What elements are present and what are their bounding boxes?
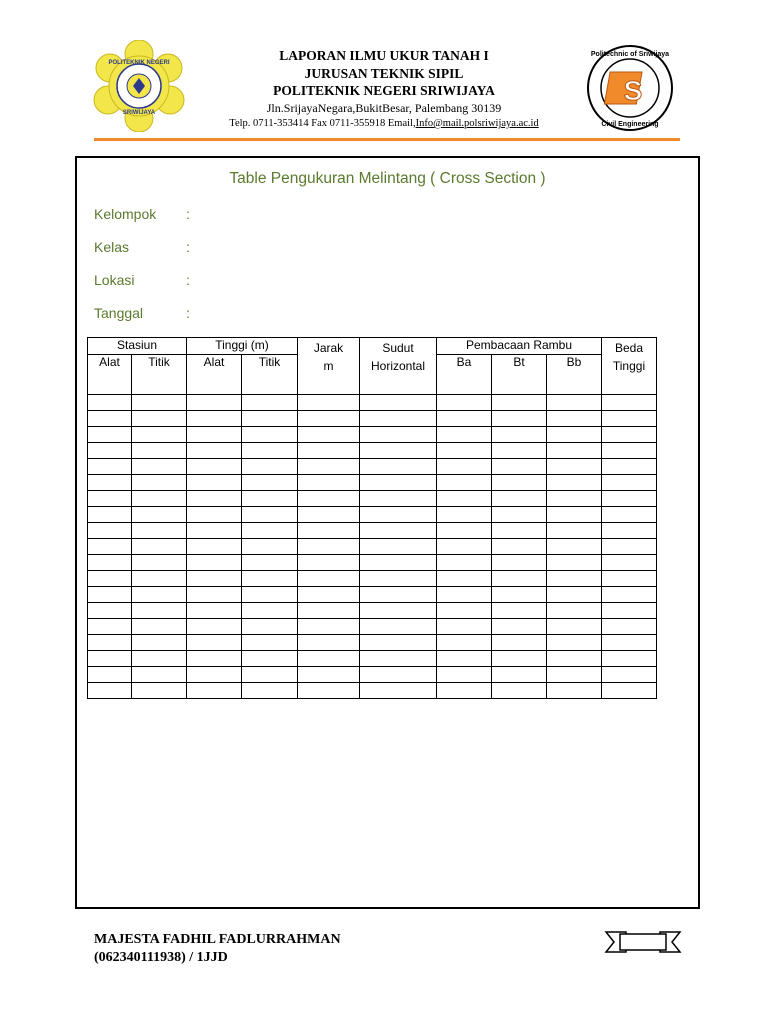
header-beda: [602, 338, 657, 395]
table-cell[interactable]: [437, 667, 492, 683]
footer-student-id: (062340111938) / 1JJD: [94, 950, 228, 965]
header-jarak-line2: m: [323, 359, 334, 373]
table-cell[interactable]: [547, 507, 602, 523]
table-cell[interactable]: [492, 555, 547, 571]
header-contact: [0, 118, 768, 129]
table-cell[interactable]: [298, 587, 360, 603]
logo-ring-top: Politechnic of Sriwijaya: [590, 51, 670, 58]
table-cell[interactable]: [547, 667, 602, 683]
table-cell[interactable]: [298, 507, 360, 523]
table-cell[interactable]: [602, 635, 657, 651]
table-row: [88, 443, 657, 459]
seal-text-bottom: SRIWIJAYA: [122, 110, 156, 116]
table-cell[interactable]: [298, 667, 360, 683]
table-cell[interactable]: [298, 539, 360, 555]
table-cell[interactable]: [132, 651, 187, 667]
table-row: [88, 411, 657, 427]
table-cell[interactable]: [437, 443, 492, 459]
table-cell[interactable]: [360, 491, 437, 507]
table-cell[interactable]: [602, 395, 657, 411]
header-stasiun-titik: Titik: [132, 355, 187, 395]
table-cell[interactable]: [132, 523, 187, 539]
table-cell[interactable]: [437, 491, 492, 507]
table-cell[interactable]: [132, 443, 187, 459]
table-cell[interactable]: [547, 635, 602, 651]
table-cell[interactable]: [132, 539, 187, 555]
table-cell[interactable]: [547, 683, 602, 699]
table-cell[interactable]: [187, 683, 242, 699]
header-address: Jln.SrijayaNegara,BukitBesar, Palembang 30139: [266, 101, 502, 115]
table-cell[interactable]: [360, 667, 437, 683]
table-cell[interactable]: [547, 475, 602, 491]
table-cell[interactable]: [242, 667, 298, 683]
table-cell[interactable]: [547, 555, 602, 571]
field-label-kelompok: Kelompok: [94, 206, 157, 222]
table-cell[interactable]: [437, 603, 492, 619]
table-cell[interactable]: [242, 443, 298, 459]
table-cell[interactable]: [88, 459, 132, 475]
table-cell[interactable]: [132, 507, 187, 523]
table-cell[interactable]: [492, 459, 547, 475]
logo-letter: S: [623, 75, 643, 106]
table-cell[interactable]: [187, 667, 242, 683]
header-ba: Ba: [437, 355, 492, 395]
table-cell[interactable]: [88, 571, 132, 587]
seal-text-top: POLITEKNIK NEGERI: [108, 60, 170, 66]
table-cell[interactable]: [242, 395, 298, 411]
table-cell[interactable]: [602, 507, 657, 523]
table-cell[interactable]: [602, 555, 657, 571]
table-cell[interactable]: [88, 667, 132, 683]
table-cell[interactable]: [132, 427, 187, 443]
table-cell[interactable]: [492, 683, 547, 699]
table-cell[interactable]: [88, 587, 132, 603]
table-cell[interactable]: [360, 651, 437, 667]
table-cell[interactable]: [298, 635, 360, 651]
table-cell[interactable]: [437, 555, 492, 571]
table-cell[interactable]: [547, 491, 602, 507]
header-department: JURUSAN TEKNIK SIPIL: [304, 66, 464, 81]
table-cell[interactable]: [437, 635, 492, 651]
table-cell[interactable]: [360, 635, 437, 651]
table-cell[interactable]: [242, 619, 298, 635]
header-contact-text: Telp. 0711-353414 Fax 0711-355918 Email,: [229, 118, 416, 129]
table-cell[interactable]: [602, 491, 657, 507]
table-cell[interactable]: [602, 587, 657, 603]
table-cell[interactable]: [88, 635, 132, 651]
table-cell[interactable]: [132, 619, 187, 635]
header-title: LAPORAN ILMU UKUR TANAH I: [279, 48, 489, 63]
header-tinggi-alat: Alat: [187, 355, 242, 395]
table-cell[interactable]: [132, 667, 187, 683]
table-cell[interactable]: [88, 603, 132, 619]
header-jarak: [298, 338, 360, 395]
table-cell[interactable]: [492, 475, 547, 491]
table-cell[interactable]: [602, 427, 657, 443]
table-cell[interactable]: [437, 651, 492, 667]
table-cell[interactable]: [88, 475, 132, 491]
table-cell[interactable]: [547, 571, 602, 587]
form-title: Table Pengukuran Melintang ( Cross Section ): [229, 170, 546, 187]
header-jarak-line1: Jarak: [313, 341, 344, 355]
table-cell[interactable]: [492, 619, 547, 635]
field-colon-tanggal: :: [186, 305, 190, 321]
table-row: [88, 427, 657, 443]
field-label-tanggal: Tanggal: [94, 305, 144, 321]
table-cell[interactable]: [88, 395, 132, 411]
header-beda-line2: Tinggi: [612, 359, 646, 373]
table-row: [88, 523, 657, 539]
table-cell[interactable]: [298, 395, 360, 411]
table-cell[interactable]: [298, 491, 360, 507]
table-cell[interactable]: [437, 523, 492, 539]
header-pembacaan: Pembacaan Rambu: [437, 338, 602, 355]
table-cell[interactable]: [187, 491, 242, 507]
table-row: [88, 603, 657, 619]
table-cell[interactable]: [187, 443, 242, 459]
table-cell[interactable]: [360, 683, 437, 699]
header-sudut: [360, 338, 437, 395]
table-cell[interactable]: [360, 443, 437, 459]
field-label-lokasi: Lokasi: [94, 272, 135, 288]
header-stasiun-alat: Alat: [88, 355, 132, 395]
table-cell[interactable]: [242, 603, 298, 619]
table-cell[interactable]: [360, 459, 437, 475]
table-row: [88, 619, 657, 635]
table-cell[interactable]: [547, 459, 602, 475]
table-cell[interactable]: [132, 603, 187, 619]
table-cell[interactable]: [547, 443, 602, 459]
table-row: [88, 491, 657, 507]
table-cell[interactable]: [187, 523, 242, 539]
table-cell[interactable]: [602, 619, 657, 635]
table-cell[interactable]: [242, 683, 298, 699]
table-cell[interactable]: [187, 427, 242, 443]
table-cell[interactable]: [242, 651, 298, 667]
table-cell[interactable]: [88, 539, 132, 555]
table-cell[interactable]: [602, 539, 657, 555]
table-cell[interactable]: [242, 539, 298, 555]
field-colon-kelas: :: [186, 239, 190, 255]
table-cell[interactable]: [437, 459, 492, 475]
table-cell[interactable]: [492, 603, 547, 619]
table-row: [88, 555, 657, 571]
table-row: [88, 667, 657, 683]
table-cell[interactable]: [298, 603, 360, 619]
table-cell[interactable]: [242, 491, 298, 507]
header-tinggi: Tinggi (m): [187, 338, 298, 355]
table-cell[interactable]: [602, 683, 657, 699]
table-cell[interactable]: [187, 555, 242, 571]
table-cell[interactable]: [492, 395, 547, 411]
table-cell[interactable]: [132, 571, 187, 587]
table-cell[interactable]: [360, 555, 437, 571]
table-cell[interactable]: [88, 427, 132, 443]
table-cell[interactable]: [492, 571, 547, 587]
table-cell[interactable]: [602, 603, 657, 619]
table-row: [88, 571, 657, 587]
header-beda-line1: Beda: [614, 341, 644, 355]
table-cell[interactable]: [88, 523, 132, 539]
table-cell[interactable]: [298, 571, 360, 587]
table-cell[interactable]: [88, 619, 132, 635]
logo-ring-bottom: Civil Engineering: [601, 121, 659, 128]
table-cell[interactable]: [242, 571, 298, 587]
table-cell[interactable]: [187, 619, 242, 635]
ribbon-icon: [604, 930, 682, 954]
table-cell[interactable]: [437, 571, 492, 587]
table-cell[interactable]: [242, 475, 298, 491]
table-cell[interactable]: [437, 587, 492, 603]
table-cell[interactable]: [492, 427, 547, 443]
header-bb: Bb: [547, 355, 602, 395]
table-row: [88, 539, 657, 555]
header-institution: POLITEKNIK NEGERI SRIWIJAYA: [273, 83, 495, 98]
table-cell[interactable]: [437, 411, 492, 427]
table-cell[interactable]: [492, 539, 547, 555]
table-cell[interactable]: [547, 395, 602, 411]
table-cell[interactable]: [547, 523, 602, 539]
table-cell[interactable]: [187, 539, 242, 555]
header-tinggi-titik: Titik: [242, 355, 298, 395]
table-row: [88, 507, 657, 523]
table-cell[interactable]: [298, 555, 360, 571]
table-cell[interactable]: [242, 507, 298, 523]
table-cell[interactable]: [132, 475, 187, 491]
table-cell[interactable]: [242, 523, 298, 539]
table-cell[interactable]: [298, 443, 360, 459]
table-cell[interactable]: [547, 651, 602, 667]
table-row: [88, 459, 657, 475]
table-cell[interactable]: [602, 523, 657, 539]
table-cell[interactable]: [602, 571, 657, 587]
table-cell[interactable]: [187, 475, 242, 491]
table-cell[interactable]: [360, 411, 437, 427]
table-cell[interactable]: [187, 603, 242, 619]
table-cell[interactable]: [298, 427, 360, 443]
table-cell[interactable]: [360, 395, 437, 411]
header-email-link[interactable]: Info@mail.polsriwijaya.ac.id: [415, 118, 539, 129]
table-cell[interactable]: [492, 507, 547, 523]
table-cell[interactable]: [492, 667, 547, 683]
table-cell[interactable]: [132, 491, 187, 507]
table-cell[interactable]: [602, 459, 657, 475]
table-cell[interactable]: [187, 635, 242, 651]
table-cell[interactable]: [298, 619, 360, 635]
table-cell[interactable]: [132, 555, 187, 571]
table-cell[interactable]: [187, 459, 242, 475]
table-cell[interactable]: [88, 651, 132, 667]
table-cell[interactable]: [360, 603, 437, 619]
table-cell[interactable]: [88, 443, 132, 459]
table-cell[interactable]: [242, 459, 298, 475]
table-cell[interactable]: [298, 411, 360, 427]
table-row: [88, 587, 657, 603]
header-bt: Bt: [492, 355, 547, 395]
table-cell[interactable]: [88, 411, 132, 427]
table-cell[interactable]: [492, 523, 547, 539]
table-cell[interactable]: [187, 395, 242, 411]
header-sudut-line1: Sudut: [382, 341, 414, 355]
table-row: [88, 395, 657, 411]
table-cell[interactable]: [360, 523, 437, 539]
table-cell[interactable]: [242, 427, 298, 443]
table-cell[interactable]: [602, 475, 657, 491]
field-colon-kelompok: :: [186, 206, 190, 222]
table-cell[interactable]: [360, 587, 437, 603]
table-cell[interactable]: [547, 411, 602, 427]
table-row: [88, 635, 657, 651]
table-cell[interactable]: [437, 683, 492, 699]
table-cell[interactable]: [437, 539, 492, 555]
table-cell[interactable]: [132, 395, 187, 411]
table-cell[interactable]: [187, 411, 242, 427]
table-cell[interactable]: [88, 491, 132, 507]
table-cell[interactable]: [132, 683, 187, 699]
table-cell[interactable]: [242, 555, 298, 571]
table-cell[interactable]: [298, 651, 360, 667]
table-cell[interactable]: [187, 571, 242, 587]
table-cell[interactable]: [360, 539, 437, 555]
table-cell[interactable]: [88, 507, 132, 523]
table-cell[interactable]: [437, 427, 492, 443]
table-cell[interactable]: [360, 427, 437, 443]
table-cell[interactable]: [437, 475, 492, 491]
table-cell[interactable]: [492, 635, 547, 651]
table-cell[interactable]: [187, 651, 242, 667]
table-cell[interactable]: [492, 443, 547, 459]
table-cell[interactable]: [132, 587, 187, 603]
table-cell[interactable]: [492, 491, 547, 507]
table-cell[interactable]: [88, 683, 132, 699]
table-cell[interactable]: [437, 507, 492, 523]
table-cell[interactable]: [360, 475, 437, 491]
table-cell[interactable]: [602, 443, 657, 459]
table-cell[interactable]: [298, 523, 360, 539]
table-cell[interactable]: [547, 603, 602, 619]
table-cell[interactable]: [298, 683, 360, 699]
table-cell[interactable]: [492, 587, 547, 603]
table-cell[interactable]: [602, 667, 657, 683]
table-cell[interactable]: [298, 475, 360, 491]
table-cell[interactable]: [242, 587, 298, 603]
table-cell[interactable]: [88, 555, 132, 571]
header-divider: [94, 138, 680, 141]
table-cell[interactable]: [492, 651, 547, 667]
table-cell[interactable]: [547, 539, 602, 555]
table-row: [88, 683, 657, 699]
table-cell[interactable]: [437, 395, 492, 411]
header-stasiun: Stasiun: [88, 338, 187, 355]
table-cell[interactable]: [132, 459, 187, 475]
table-cell[interactable]: [132, 635, 187, 651]
table-cell[interactable]: [132, 411, 187, 427]
cross-section-table: [87, 337, 657, 699]
table-cell[interactable]: [242, 411, 298, 427]
table-cell[interactable]: [437, 619, 492, 635]
table-cell[interactable]: [360, 619, 437, 635]
table-cell[interactable]: [602, 411, 657, 427]
table-cell[interactable]: [360, 571, 437, 587]
table-cell[interactable]: [492, 411, 547, 427]
table-cell[interactable]: [547, 427, 602, 443]
table-cell[interactable]: [360, 507, 437, 523]
table-cell[interactable]: [547, 619, 602, 635]
table-cell[interactable]: [602, 651, 657, 667]
header-sudut-line2: Horizontal: [370, 359, 426, 373]
field-colon-lokasi: :: [186, 272, 190, 288]
field-label-kelas: Kelas: [94, 239, 130, 255]
table-cell[interactable]: [187, 507, 242, 523]
table-cell[interactable]: [242, 635, 298, 651]
table-cell[interactable]: [187, 587, 242, 603]
table-row: [88, 475, 657, 491]
table-row: [88, 651, 657, 667]
footer-student-name: MAJESTA FADHIL FADLURRAHMAN: [94, 932, 341, 947]
table-cell[interactable]: [547, 587, 602, 603]
table-cell[interactable]: [298, 459, 360, 475]
